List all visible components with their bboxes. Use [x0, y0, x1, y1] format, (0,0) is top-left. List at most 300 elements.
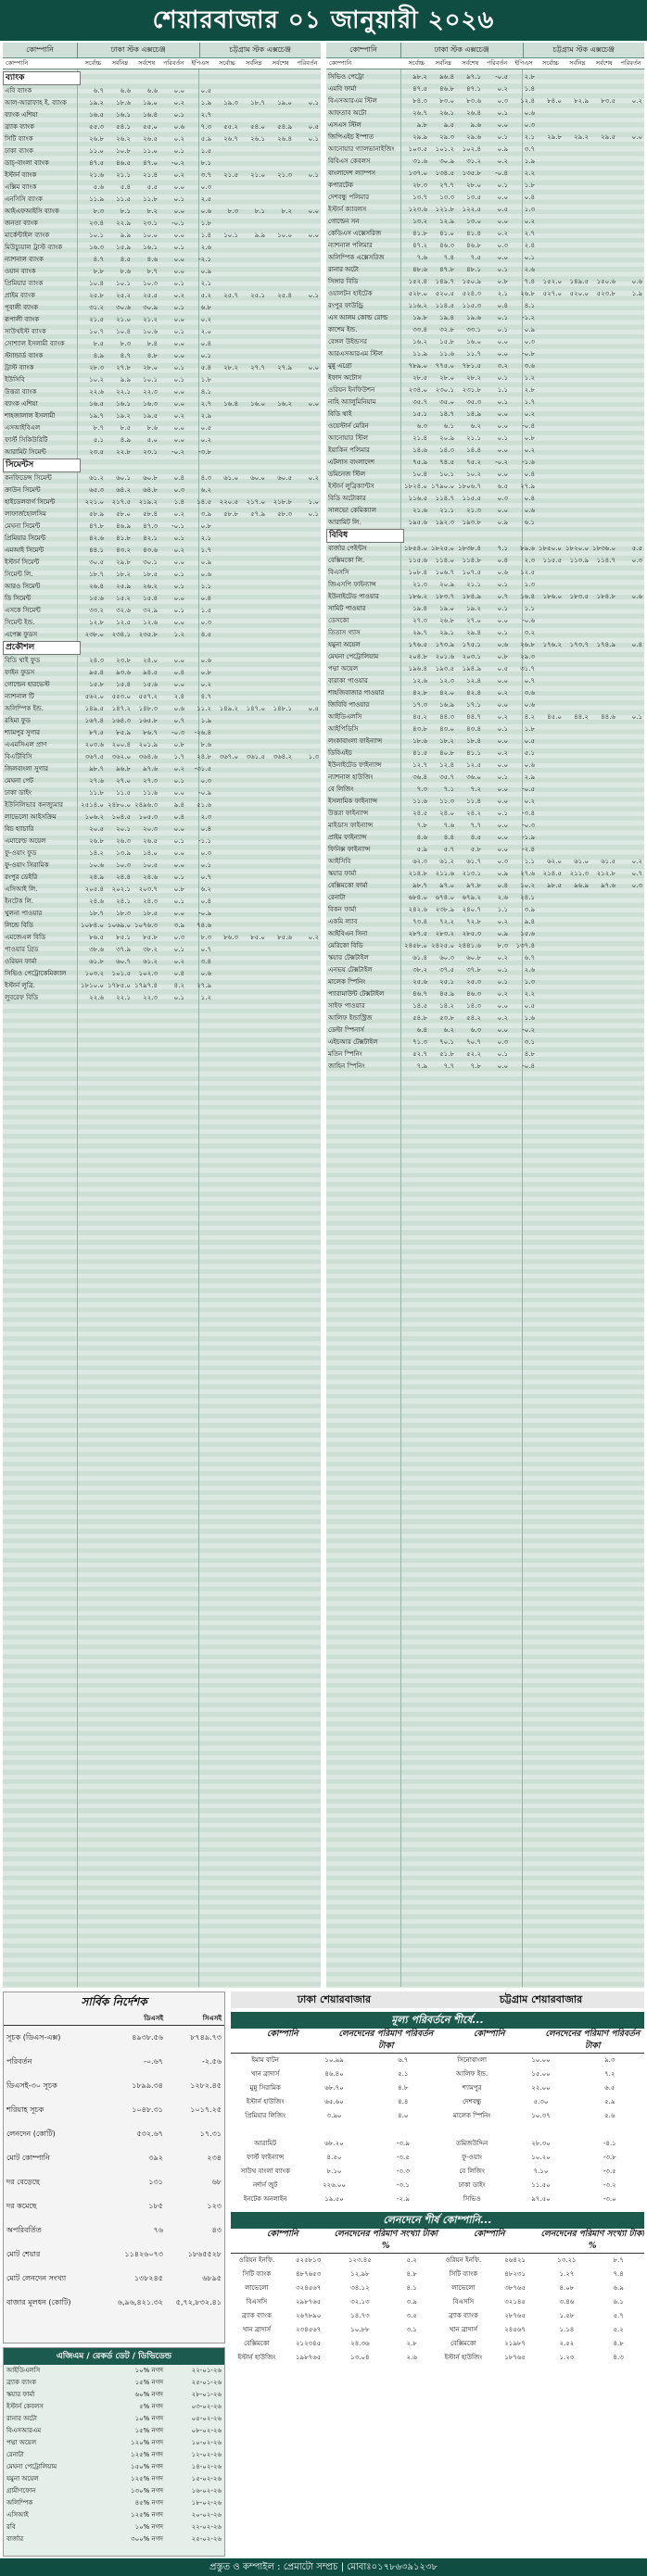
movers-cell: ইনটেক অনলাইন	[243, 2195, 287, 2203]
cell-value	[240, 545, 267, 557]
cell-value: ১৮০৬.৭	[458, 483, 481, 490]
cell-value	[537, 240, 564, 252]
cell-value: ৯৬.৮	[116, 765, 131, 773]
company-name: ডাচ্-বাংলা ব্যাংক	[5, 159, 49, 167]
summary-dse: ৪৯৩৮.৫৬	[132, 2033, 163, 2042]
table-head-cell: লেনদেনের পরিমাণ সংখ্যা টাকা %	[334, 2230, 438, 2251]
cell-value: ২৬.৪	[277, 135, 292, 143]
cell-value	[590, 168, 617, 180]
cell-value: ১০৩.২	[84, 970, 104, 977]
cell-value: ১৪৯.৫	[84, 705, 104, 712]
cell-value: -২.৪	[522, 846, 535, 853]
company-name: আইবিএন সিনা	[328, 930, 368, 937]
cell-value	[240, 314, 267, 326]
company-name: ফার্স্ট সিকিউরিটি	[5, 436, 48, 444]
cell-value	[267, 302, 294, 314]
cell-value: ১৪.০	[143, 849, 158, 857]
cell-value: ১০.২	[466, 471, 481, 478]
company-name: ডেল্টা স্পিনার্স	[328, 1026, 364, 1034]
table-row	[3, 836, 321, 848]
cell-value: ৩০.৯	[143, 304, 158, 311]
cell-value: ৩৬২.০	[111, 753, 131, 760]
cell-value	[617, 445, 644, 457]
cell-value	[564, 748, 590, 760]
cell-value	[267, 157, 294, 170]
cell-value	[537, 264, 564, 276]
table-row	[326, 832, 644, 844]
cell-value	[537, 107, 564, 119]
cell-value: ০.২	[173, 765, 184, 773]
cell-value: ২১৯.২	[138, 498, 158, 506]
cell-value: ৪৭.৫	[412, 85, 427, 93]
cell-value: ০.৩	[497, 495, 508, 502]
table-row	[326, 820, 644, 832]
cell-value: ০.২	[173, 958, 184, 965]
cell-value: ৯.৪	[173, 801, 184, 809]
cell-value	[213, 667, 240, 679]
cell-value	[294, 266, 321, 278]
cell-value	[590, 916, 617, 928]
cell-value	[564, 699, 590, 711]
table-row	[326, 276, 644, 288]
movers-row	[231, 2165, 644, 2179]
company-name: বেঙ্গল উইন্ডসর	[328, 338, 367, 346]
movers-cell: ৪.৫০	[326, 2154, 342, 2161]
cell-value: ২৪.৩	[143, 898, 158, 905]
cell-value	[537, 832, 564, 844]
cell-value	[590, 904, 617, 916]
cell-value: ১০৬.৭	[435, 569, 454, 576]
cell-value: ১৫.৮	[439, 338, 454, 346]
company-name: শ্যামপুর সুগার	[5, 729, 41, 736]
cell-value: ৫৪.৮	[412, 1014, 427, 1022]
agm-dividend: ১৫% নগদ	[134, 2427, 163, 2434]
top-cell: ১.২৭	[559, 2270, 575, 2278]
company-name: সাইফ পাওয়ার	[328, 1002, 365, 1010]
cell-value: ২০৪.৮	[408, 653, 427, 660]
cell-value: ১৬.১	[143, 244, 158, 251]
cell-value: ৬১.০	[223, 474, 238, 482]
company-name: জাহিন স্পিনিং	[328, 1062, 365, 1070]
top-cell: ১৩.০৪	[350, 2354, 370, 2361]
cell-value: ৬১.৪	[412, 954, 427, 961]
agm-row	[4, 2389, 224, 2401]
cell-value	[617, 300, 644, 312]
company-name: ইস্টার্ন লুব্রিক্যান্টস	[328, 483, 374, 490]
top-table-head	[231, 2229, 644, 2254]
cell-value: ০.৯	[497, 519, 508, 526]
cell-value: ১০.১	[439, 471, 454, 478]
cell-value: ৭০.৭	[466, 1038, 481, 1046]
cell-value	[617, 988, 644, 1000]
agm-row	[4, 2461, 224, 2473]
cell-value	[564, 1000, 590, 1012]
cell-value: ২৯.৩	[520, 653, 535, 660]
cell-value: ১.৮	[200, 376, 211, 383]
cell-value: ১৯২.৩	[435, 519, 454, 526]
cell-value	[590, 252, 617, 264]
table-row	[326, 384, 644, 396]
cell-value: ২৪.৬	[89, 898, 104, 905]
cell-value: ২১.০	[250, 171, 265, 179]
table-row	[3, 338, 321, 350]
company-name: প্রিমিয়ার ব্যাংক	[5, 280, 44, 287]
agm-dividend: ৬০% নগদ	[134, 2391, 163, 2398]
cell-value	[617, 107, 644, 119]
movers-cell: শ্যামপুর	[462, 2084, 482, 2092]
movers-cell: খান ব্রাদার্স	[250, 2070, 280, 2078]
company-name: বিচ হ্যাচারি	[5, 825, 34, 833]
cell-value: ৭.৭	[470, 822, 481, 829]
company-name: ফিনিক্স ফাইন্যান্স	[328, 846, 371, 853]
cell-value	[617, 517, 644, 529]
cell-value: ১৫.২	[116, 595, 131, 602]
cell-value: ১৯.৫	[143, 412, 158, 420]
cell-value: ০.৫	[308, 123, 319, 131]
summary-label: মোট শেয়ার	[6, 2250, 41, 2258]
cell-value: ০.৫	[497, 665, 508, 672]
cell-value: ০.৬	[200, 571, 211, 578]
movers-cell: বে লিজিং	[459, 2168, 485, 2175]
cell-value: ২৭.৬	[520, 870, 535, 877]
cell-value	[590, 760, 617, 772]
cell-value	[537, 180, 564, 192]
agm-company: মেঘনা পেট্রোলিয়াম	[6, 2463, 57, 2470]
cell-value: ০.৬	[524, 701, 535, 709]
cell-value	[537, 1024, 564, 1037]
cell-value: ১৯৩.৮	[462, 519, 481, 526]
cell-value	[590, 156, 617, 168]
cell-value: ১.৯	[200, 717, 211, 724]
cell-value	[213, 944, 240, 956]
company-name: ওয়েস্টার্ন মেরিন	[328, 422, 369, 430]
cell-value: ১০৮.৪	[408, 569, 427, 576]
cell-value: ৫৫৭.২	[138, 693, 158, 700]
movers-cell: ১৯.৫০	[324, 2195, 344, 2203]
cell-value: ১৩৭.৪	[515, 942, 535, 949]
cell-value	[537, 699, 564, 711]
company-name: আইডিএলসি	[328, 713, 362, 721]
cell-value: -১.১	[198, 837, 211, 845]
cell-value: ২.১	[497, 290, 508, 297]
cell-value: ১৪৭.২	[111, 705, 131, 712]
table-row	[326, 555, 644, 567]
cell-value: ০.০	[497, 507, 508, 514]
cell-value	[537, 119, 564, 132]
cell-value	[267, 386, 294, 398]
cell-value	[267, 557, 294, 569]
cell-value: ০.০	[497, 737, 508, 745]
top-cell: বিএসসি	[452, 2298, 475, 2306]
cell-value	[564, 567, 590, 579]
table-row	[3, 992, 321, 1004]
top-cell: ২৯৮৭৬৫	[295, 2298, 322, 2306]
sub-col: সর্বশেষ	[462, 59, 479, 67]
cell-value: -০.১	[171, 522, 184, 530]
cell-value: ২১.৬	[412, 507, 427, 514]
cell-value: ১৯৪.৯	[462, 665, 481, 672]
cell-value: ২২.৮	[116, 448, 131, 456]
cell-value: ২৭.৩	[412, 617, 427, 624]
agm-date: ২০-০২-২৬	[191, 2511, 222, 2519]
company-name: মার্কেন্টাইল ব্যাংক	[5, 232, 50, 239]
cell-value	[213, 410, 240, 422]
cell-value: ৬১.০	[574, 858, 589, 865]
summary-row	[4, 2026, 224, 2050]
cell-value: ৪৭.০	[143, 159, 158, 167]
movers-cell: আরামিট	[254, 2140, 277, 2147]
cell-value	[590, 844, 617, 856]
cell-value: ০.৭	[200, 873, 211, 881]
company-name: নাহি অ্যালুমিনিয়াম	[328, 398, 376, 406]
cell-value: ৬০.৫	[277, 474, 292, 482]
cell-value: ১.৮	[200, 220, 211, 227]
cell-value: ৫.৪	[120, 183, 131, 191]
cell-value	[537, 144, 564, 156]
cell-value	[267, 350, 294, 362]
cell-value: ৫৩.৮	[439, 1014, 454, 1022]
cell-value	[590, 445, 617, 457]
movers-cell: -৩.০	[603, 2195, 616, 2203]
cell-value: ২.৪	[173, 693, 184, 700]
cell-value	[564, 663, 590, 675]
cell-value	[213, 860, 240, 872]
cell-value: ২.৮	[524, 73, 535, 81]
cell-value: ০.৪	[524, 194, 535, 201]
table-row	[326, 360, 644, 372]
cell-value	[590, 360, 617, 372]
cell-value	[240, 557, 267, 569]
company-name: এসিআই লি.	[5, 886, 38, 893]
cell-value: ৭.১	[497, 545, 508, 552]
company-name: বিএসসি	[328, 569, 349, 576]
cell-value	[294, 278, 321, 290]
movers-cell: ৬৫.৬০	[324, 2098, 344, 2105]
company-name: আরও সিমেন্ট	[5, 583, 41, 590]
agm-date: ২৫-০২-২৬	[191, 2535, 222, 2543]
movers-cell: -৩.১	[396, 2181, 410, 2189]
cell-value: ৩১.২	[466, 157, 481, 165]
table-row	[326, 493, 644, 505]
cell-value: ৭৮৯.০	[408, 362, 427, 370]
table-row	[3, 410, 321, 422]
cell-value: ২.২	[524, 990, 535, 998]
cell-value	[590, 1037, 617, 1049]
cell-value: ১৮২৫.০	[431, 545, 454, 552]
top-cell: ইস্টার্ন হাউজিং	[237, 2354, 276, 2361]
company-name: ব্র্যাক ব্যাংক	[5, 123, 35, 131]
top-cell: ব্র্যাক ব্যাংক	[448, 2312, 478, 2319]
movers-cell: ৯৭.৫০	[531, 2195, 551, 2203]
company-name: আলিফ ইন্ডাস্ট্রিজ	[328, 1014, 373, 1022]
cell-value: ৭.৩	[416, 785, 427, 793]
cell-value: ০.১	[173, 304, 184, 311]
cell-value: ১২.৬	[143, 619, 158, 626]
company-name: এনভয় টেক্সটাইল	[328, 966, 373, 974]
cell-value: ০.০	[173, 559, 184, 566]
cell-value: ৯.৯	[120, 232, 131, 239]
cell-value: ১১.৩	[439, 798, 454, 805]
movers-cell: ৫.৩০	[533, 2098, 549, 2105]
company-name: বারাকা পাওয়ার	[328, 677, 368, 685]
agm-dividend: ১২৫% নগদ	[131, 2511, 163, 2519]
cell-value: ১৬.১	[116, 400, 131, 408]
cell-value	[590, 735, 617, 748]
cell-value	[267, 884, 294, 896]
cell-value: ৩০.৫	[89, 559, 104, 566]
cell-value	[240, 872, 267, 884]
cell-value: ২৫.১	[439, 978, 454, 986]
cell-value: ১১.০	[143, 147, 158, 155]
cell-value: ০.০	[497, 254, 508, 261]
company-head: কোম্পানি	[349, 45, 377, 54]
cell-value: ১২২.৫	[462, 206, 481, 213]
cell-value	[294, 350, 321, 362]
table-row	[326, 904, 644, 916]
cell-value	[564, 408, 590, 421]
cell-value: ১৯.২	[116, 412, 131, 420]
cell-value: -২৬.৪	[194, 729, 211, 736]
cell-value	[213, 521, 240, 533]
cell-value	[240, 266, 267, 278]
table-row	[326, 264, 644, 276]
cell-value: ০.১	[497, 133, 508, 141]
cell-value	[267, 956, 294, 968]
cell-value: ২৭.৩	[143, 777, 158, 785]
top-cell: ১৪.৭৩	[350, 2312, 370, 2319]
movers-row	[231, 2151, 644, 2165]
cell-value: ২৯.৩	[439, 133, 454, 141]
cell-value: ০.১	[308, 510, 319, 518]
cell-value	[617, 372, 644, 384]
movers-cell: ২২৬.০০	[323, 2181, 346, 2189]
cell-value: ০.৮	[200, 669, 211, 676]
top-cell: ১৯৮৭৬৫	[295, 2354, 322, 2361]
cell-value	[590, 579, 617, 591]
cell-value	[537, 976, 564, 988]
cell-value: ০.১	[200, 861, 211, 869]
cell-value	[617, 796, 644, 808]
company-name: ইফাদ অটোস	[328, 374, 362, 382]
cell-value	[537, 916, 564, 928]
cell-value	[564, 976, 590, 988]
cell-value	[590, 567, 617, 579]
cell-value	[537, 687, 564, 699]
cell-value	[590, 144, 617, 156]
cell-value	[240, 85, 267, 97]
company-name: ইস্টার্ন লুব্রি.	[5, 982, 35, 989]
movers-cell: মালেক স্পিনিং	[453, 2112, 491, 2119]
sub-col: সর্বনিম্ন	[569, 59, 586, 67]
top-cell: ৩.৫	[406, 2312, 417, 2319]
cell-value: ০.১	[631, 713, 642, 721]
top-cell: খান ব্রাদার্স	[242, 2326, 272, 2333]
cell-value: ০.২	[497, 749, 508, 757]
summary-dse: ১১৪২৬০৭৩	[124, 2250, 163, 2258]
cell-value: ২০৫.৪	[84, 886, 104, 893]
cell-value: ০.২	[497, 689, 508, 697]
cell-value	[564, 892, 590, 904]
cell-value: -০.১	[171, 220, 184, 227]
cell-value: ০.৭	[497, 593, 508, 600]
movers-cell: ৩.৯০	[326, 2112, 342, 2119]
cell-value: ৫২.৭	[412, 1050, 427, 1058]
cell-value: ৭.২	[470, 785, 481, 793]
cell-value: ৭.৮	[470, 1062, 481, 1070]
table-row	[326, 95, 644, 107]
cell-value: ০.৭	[631, 870, 642, 877]
company-name: ঢাকা ডাইং	[5, 789, 32, 797]
cell-value	[294, 775, 321, 787]
cell-value: ১.১	[497, 906, 508, 913]
cell-value: ৯৭.১	[466, 73, 481, 81]
cell-value: ২৪.৬	[143, 873, 158, 881]
cell-value: ২৪.৩	[89, 657, 104, 664]
cell-value	[590, 240, 617, 252]
agm-date: ১৪-০২-২৬	[191, 2463, 222, 2470]
cell-value: ৫.৯	[416, 846, 427, 853]
cell-value: ১৮.২	[439, 737, 454, 745]
cell-value	[564, 457, 590, 469]
cell-value: ৪.৯	[120, 436, 131, 444]
agm-dividend: ১৫% নগদ	[134, 2379, 163, 2386]
cell-value	[537, 384, 564, 396]
cell-value: ২৭.৭	[250, 364, 265, 371]
cell-value: ২৪২.৬	[408, 906, 427, 913]
cell-value: ০.৯	[497, 930, 508, 937]
cell-value	[240, 338, 267, 350]
cell-value: ৫.৮	[470, 846, 481, 853]
movers-row	[231, 2123, 644, 2137]
cell-value: ০.৪	[200, 595, 211, 602]
cell-value	[294, 980, 321, 992]
cell-value	[617, 723, 644, 735]
cell-value	[240, 326, 267, 338]
page-banner	[0, 0, 647, 41]
table-row	[3, 679, 321, 691]
cell-value	[564, 396, 590, 408]
cell-value: ১৯.২	[89, 99, 104, 107]
cell-value: ৩৬৭.৫	[84, 753, 104, 760]
company-name: বিকন ফার্মা	[328, 906, 357, 913]
cell-value: ১৫.৬	[89, 595, 104, 602]
movers-cell: ৪৬.৪০	[324, 2070, 344, 2078]
cell-value: ২৪.১	[520, 894, 535, 901]
summary-cse: ৫,৭২,৮৩২.৪১	[175, 2298, 222, 2306]
cell-value: ২২.১	[116, 388, 131, 396]
table-row	[326, 445, 644, 457]
cell-value: ২১.৩	[412, 581, 427, 588]
cell-value: -০.৯	[198, 910, 211, 917]
cell-value: ২১.৩	[466, 507, 481, 514]
cell-value	[564, 192, 590, 204]
cell-value	[617, 1000, 644, 1012]
cell-value: ৬.৩	[416, 422, 427, 430]
cell-value: ১৮.৭	[89, 910, 104, 917]
cell-value: ০.৩	[173, 486, 184, 494]
cell-value: ৭.৪	[443, 254, 454, 261]
agm-date: ২২-০২-২৬	[191, 2523, 222, 2531]
agm-row	[4, 2413, 224, 2425]
cell-value	[294, 763, 321, 775]
cell-value: ০.১	[497, 398, 508, 406]
cell-value	[213, 446, 240, 459]
cell-value: ০.০	[308, 207, 319, 215]
movers-cell: ৫.১	[398, 2070, 409, 2078]
cell-value: ৮৪.৩	[412, 97, 427, 105]
cell-value	[617, 603, 644, 615]
cell-value: ২০.৯	[439, 581, 454, 588]
